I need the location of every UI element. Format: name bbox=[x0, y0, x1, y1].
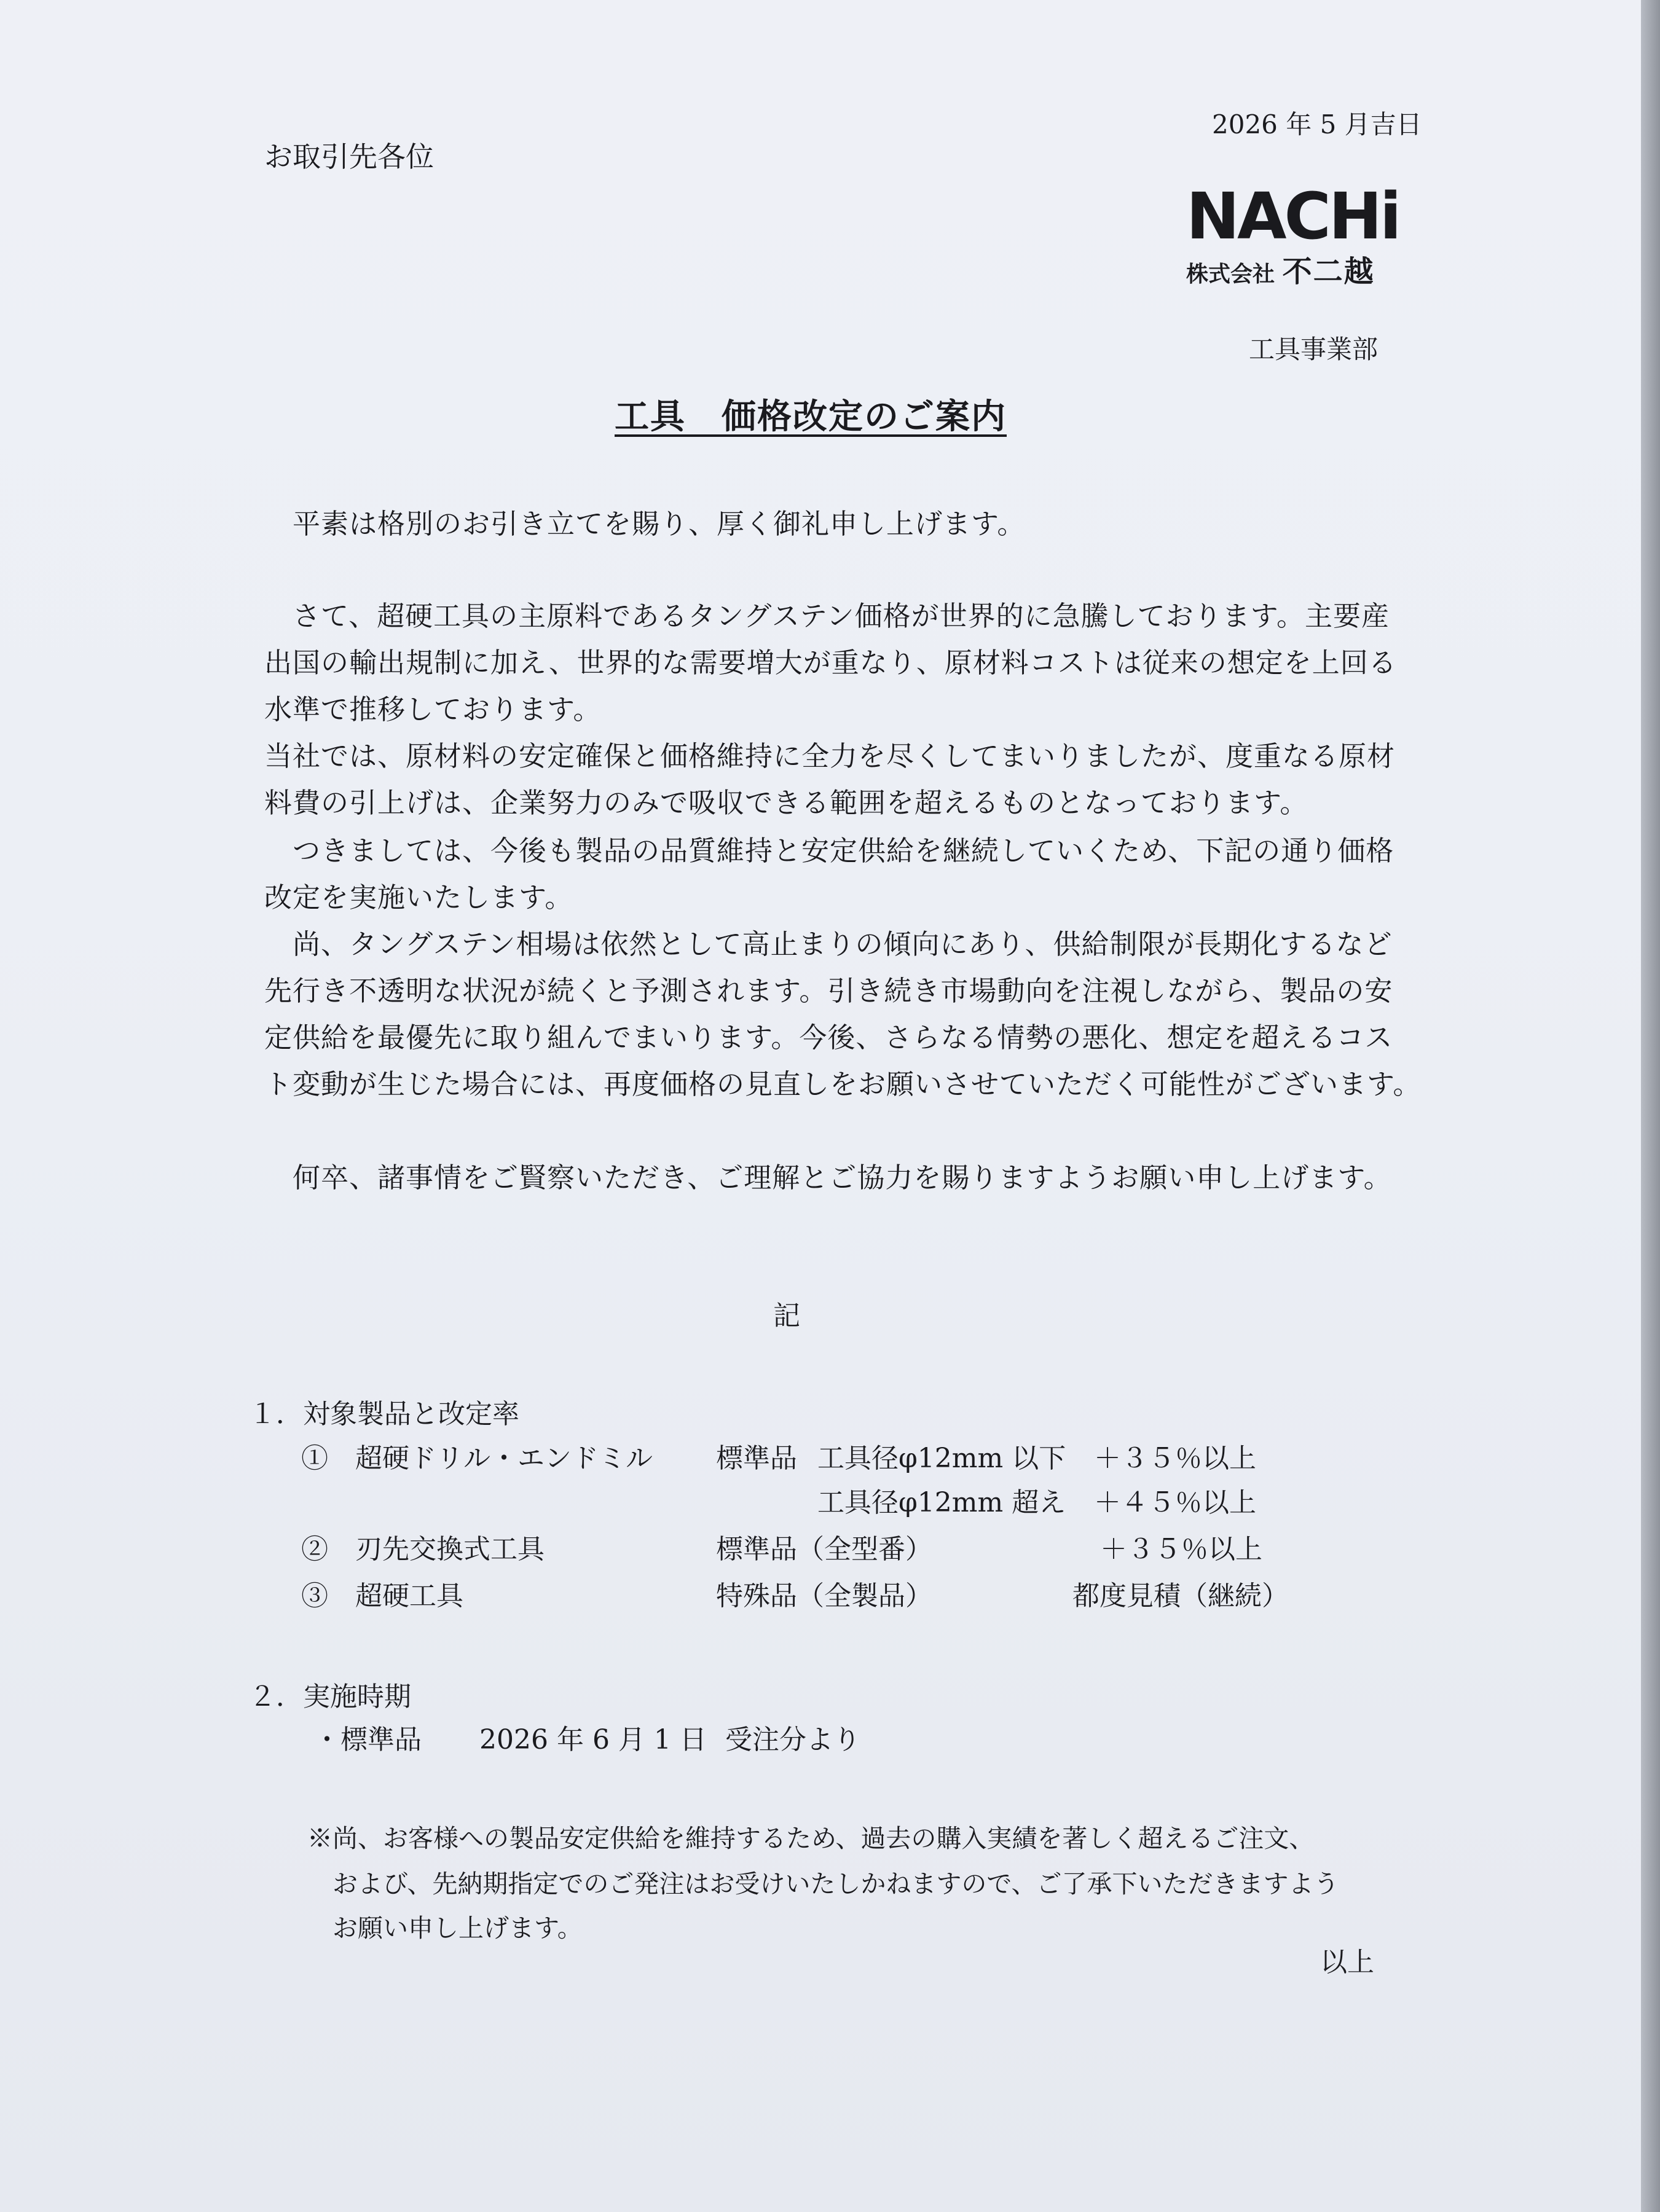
product-item: ③ 超硬工具 bbox=[301, 1580, 463, 1612]
body-line: 水準で推移しております。 bbox=[264, 693, 602, 726]
division-name: 工具事業部 bbox=[1249, 334, 1379, 364]
logo-company-name bbox=[1186, 254, 1375, 289]
body-line: 先行き不透明な状況が続くと予測されます。引き続き市場動向を注視しながら、製品の安 bbox=[264, 975, 1393, 1007]
product-spec: 工具径φ12mm 超え bbox=[817, 1487, 1066, 1518]
schedule-date: 2026 年 6 月 1 日 bbox=[479, 1724, 707, 1755]
section1-heading: １．対象製品と改定率 bbox=[249, 1398, 519, 1430]
body-line: 出国の輸出規制に加え、世界的な需要増大が重なり、原材料コストは従来の想定を上回る bbox=[264, 646, 1397, 679]
note-line: および、先納期指定でのご発注はお受けいたしかねますので、ご了承下いただきますよう bbox=[307, 1869, 1339, 1899]
body-line: ト変動が生じた場合には、再度価格の見直しをお願いさせていただく可能性がございます。 bbox=[264, 1068, 1422, 1100]
body-line: 料費の引上げは、企業努力のみで吸収できる範囲を超えるものとなっております。 bbox=[264, 786, 1308, 819]
note-line: ※尚、お客様への製品安定供給を維持するため、過去の購入実績を著しく超えるご注文、 bbox=[307, 1824, 1315, 1853]
paper-edge-shadow bbox=[1641, 0, 1660, 2212]
body-line: 改定を実施いたします。 bbox=[264, 881, 573, 914]
ki-heading: 記 bbox=[773, 1300, 800, 1332]
product-category: 標準品（全型番） bbox=[716, 1534, 932, 1565]
document-title: 工具 価格改定のご案内 bbox=[615, 396, 1007, 437]
issue-date: 2026 年 5 月吉日 bbox=[1212, 109, 1422, 139]
body-line: 当社では、原材料の安定確保と価格維持に全力を尽くしてまいりましたが、度重なる原材 bbox=[264, 740, 1396, 772]
product-rate: ＋３５％以上 bbox=[1100, 1534, 1262, 1565]
product-rate: 都度見積（継続） bbox=[1072, 1580, 1289, 1612]
product-item: ① 超硬ドリル・エンドミル bbox=[301, 1443, 653, 1474]
body-line: 平素は格別のお引き立てを賜り、厚く御礼申し上げます。 bbox=[264, 508, 1026, 540]
product-category: 特殊品（全製品） bbox=[716, 1580, 932, 1612]
body-line: 定供給を最優先に取り組んでまいります。今後、さらなる情勢の悪化、想定を超えるコス bbox=[264, 1021, 1393, 1054]
logo-company-main: 不二越 bbox=[1282, 254, 1375, 289]
product-rate: ＋３５％以上 bbox=[1094, 1443, 1256, 1474]
addressee: お取引先各位 bbox=[264, 140, 434, 173]
schedule-label: ・標準品 bbox=[313, 1724, 422, 1755]
company-logo bbox=[1186, 179, 1399, 295]
body-line: さて、超硬工具の主原料であるタングステン価格が世界的に急騰しております。主要産 bbox=[264, 600, 1390, 632]
section2-heading: ２．実施時期 bbox=[249, 1681, 411, 1712]
schedule-note: 受注分より bbox=[725, 1724, 860, 1755]
logo-company-prefix: 株式会社 bbox=[1186, 262, 1275, 287]
product-category: 標準品 bbox=[716, 1443, 797, 1474]
body-line: 何卒、諸事情をご賢察いただき、ご理解とご協力を賜りますようお願い申し上げます。 bbox=[264, 1161, 1392, 1194]
body-line: つきましては、今後も製品の品質維持と安定供給を継続していくため、下記の通り価格 bbox=[264, 834, 1394, 867]
product-spec: 工具径φ12mm 以下 bbox=[817, 1443, 1066, 1474]
note-line: お願い申し上げます。 bbox=[307, 1913, 583, 1943]
body-line: 尚、タングステン相場は依然として高止まりの傾向にあり、供給制限が長期化するなど bbox=[264, 928, 1393, 960]
product-item: ② 刃先交換式工具 bbox=[301, 1534, 545, 1565]
logo-wordmark: NACHi bbox=[1186, 179, 1399, 254]
closing-word: 以上 bbox=[1320, 1947, 1374, 1978]
product-rate: ＋４５％以上 bbox=[1094, 1487, 1256, 1518]
